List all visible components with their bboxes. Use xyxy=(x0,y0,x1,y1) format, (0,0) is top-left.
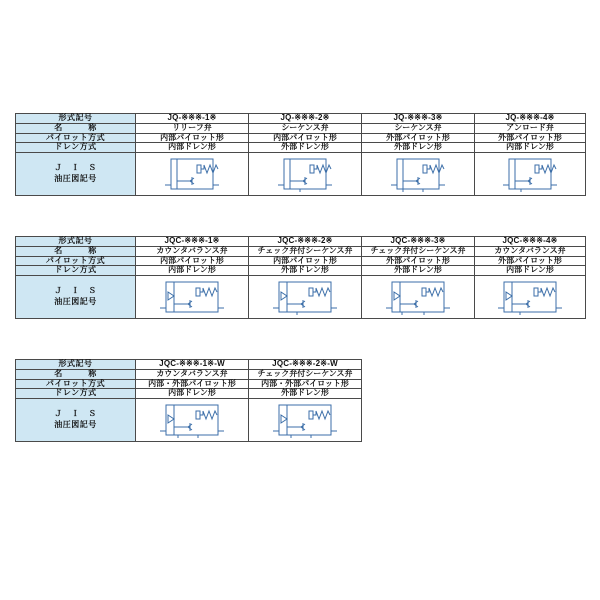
sequence-valve-with-check-ext-pilot-symbol xyxy=(362,278,474,316)
cell-drain-type: 外部ドレン形 xyxy=(362,266,475,276)
cell-name: チェック弁付シーケンス弁 xyxy=(249,246,362,256)
cell-pilot-type: 内部パイロット形 xyxy=(136,133,249,143)
cell-jis-symbol xyxy=(136,153,249,196)
cell-drain-type: 外部ドレン形 xyxy=(249,143,362,153)
sequence-valve-with-check-symbol xyxy=(249,278,361,316)
cell-name: チェック弁付シーケンス弁 xyxy=(362,246,475,256)
cell-jis-symbol xyxy=(475,153,586,196)
cell-model-code: JQ-※※※-2※ xyxy=(249,114,362,124)
cell-model-code: JQ-※※※-4※ xyxy=(475,114,586,124)
cell-model-code: JQC-※※※-4※ xyxy=(475,237,586,247)
row-header-model-code: 形式記号 xyxy=(16,360,136,370)
table-row xyxy=(16,143,586,153)
cell-jis-symbol xyxy=(136,276,249,319)
cell-model-code: JQC-※※※-3※ xyxy=(362,237,475,247)
sequence-valve-with-check-dual-pilot-symbol xyxy=(249,401,361,439)
row-header-jis-symbol-line2: 油圧図記号 xyxy=(54,297,97,307)
cell-name: カウンタバランス弁 xyxy=(136,369,249,379)
table-row xyxy=(16,399,362,442)
cell-drain-type: 内部ドレン形 xyxy=(136,389,249,399)
cell-drain-type: 内部ドレン形 xyxy=(475,266,586,276)
table-row xyxy=(16,153,586,196)
cell-jis-symbol xyxy=(475,276,586,319)
cell-jis-symbol xyxy=(362,276,475,319)
cell-name: シーケンス弁 xyxy=(249,123,362,133)
row-header-jis-symbol xyxy=(16,276,136,319)
cell-name: リリーフ弁 xyxy=(136,123,249,133)
cell-pilot-type: 内部パイロット形 xyxy=(136,256,249,266)
cell-jis-symbol xyxy=(249,399,362,442)
table-row xyxy=(16,369,362,379)
table-jq xyxy=(15,113,586,196)
cell-pilot-type: 内部・外部パイロット形 xyxy=(136,379,249,389)
table-jq-wrapper xyxy=(15,113,586,196)
cell-name: チェック弁付シーケンス弁 xyxy=(249,369,362,379)
cell-model-code: JQC-※※※-1※ xyxy=(136,237,249,247)
counterbalance-valve-ext-pilot-symbol xyxy=(475,278,585,316)
cell-drain-type: 内部ドレン形 xyxy=(136,143,249,153)
cell-pilot-type: 外部パイロット形 xyxy=(475,133,586,143)
table-jqc-wrapper xyxy=(15,236,586,319)
row-header-jis-symbol-line2: 油圧図記号 xyxy=(54,174,97,184)
row-header-name: 名 称 xyxy=(16,369,136,379)
row-header-name: 名 称 xyxy=(16,123,136,133)
cell-drain-type: 外部ドレン形 xyxy=(249,266,362,276)
row-header-pilot-type: パイロット方式 xyxy=(16,379,136,389)
table-jqc-w-wrapper xyxy=(15,359,362,442)
cell-drain-type: 内部ドレン形 xyxy=(136,266,249,276)
row-header-pilot-type: パイロット方式 xyxy=(16,133,136,143)
row-header-drain-type: ドレン方式 xyxy=(16,266,136,276)
row-header-jis-symbol-line1: Ｊ Ｉ Ｓ xyxy=(54,409,97,419)
table-row xyxy=(16,389,362,399)
table-row xyxy=(16,237,586,247)
table-row xyxy=(16,114,586,124)
cell-name: カウンタバランス弁 xyxy=(136,246,249,256)
cell-name: シーケンス弁 xyxy=(362,123,475,133)
relief-valve-symbol xyxy=(136,155,248,193)
cell-pilot-type: 外部パイロット形 xyxy=(362,256,475,266)
cell-model-code: JQC-※※※-2※-W xyxy=(249,360,362,370)
row-header-drain-type: ドレン方式 xyxy=(16,389,136,399)
row-header-pilot-type: パイロット方式 xyxy=(16,256,136,266)
cell-model-code: JQ-※※※-3※ xyxy=(362,114,475,124)
table-jqc xyxy=(15,236,586,319)
row-header-model-code: 形式記号 xyxy=(16,114,136,124)
cell-pilot-type: 内部パイロット形 xyxy=(249,133,362,143)
cell-pilot-type: 外部パイロット形 xyxy=(475,256,586,266)
cell-pilot-type: 内部・外部パイロット形 xyxy=(249,379,362,389)
counterbalance-valve-symbol xyxy=(136,278,248,316)
table-row xyxy=(16,266,586,276)
table-row xyxy=(16,360,362,370)
cell-name: カウンタバランス弁 xyxy=(475,246,586,256)
row-header-name: 名 称 xyxy=(16,246,136,256)
row-header-model-code: 形式記号 xyxy=(16,237,136,247)
cell-jis-symbol xyxy=(249,153,362,196)
cell-drain-type: 外部ドレン形 xyxy=(362,143,475,153)
table-row xyxy=(16,123,586,133)
unload-valve-symbol xyxy=(475,155,585,193)
table-row xyxy=(16,276,586,319)
cell-pilot-type: 内部パイロット形 xyxy=(249,256,362,266)
row-header-jis-symbol-line2: 油圧図記号 xyxy=(54,420,97,430)
sequence-valve-symbol xyxy=(249,155,361,193)
cell-name: アンロード弁 xyxy=(475,123,586,133)
row-header-jis-symbol-line1: Ｊ Ｉ Ｓ xyxy=(54,163,97,173)
cell-pilot-type: 外部パイロット形 xyxy=(362,133,475,143)
row-header-jis-symbol xyxy=(16,399,136,442)
cell-drain-type: 外部ドレン形 xyxy=(249,389,362,399)
row-header-jis-symbol-line1: Ｊ Ｉ Ｓ xyxy=(54,286,97,296)
row-header-jis-symbol xyxy=(16,153,136,196)
sequence-valve-ext-pilot-symbol xyxy=(362,155,474,193)
table-row xyxy=(16,246,586,256)
cell-model-code: JQ-※※※-1※ xyxy=(136,114,249,124)
cell-jis-symbol xyxy=(136,399,249,442)
table-jqc-w xyxy=(15,359,362,442)
cell-model-code: JQC-※※※-2※ xyxy=(249,237,362,247)
cell-model-code: JQC-※※※-1※-W xyxy=(136,360,249,370)
counterbalance-valve-dual-pilot-symbol xyxy=(136,401,248,439)
cell-jis-symbol xyxy=(362,153,475,196)
row-header-drain-type: ドレン方式 xyxy=(16,143,136,153)
cell-jis-symbol xyxy=(249,276,362,319)
cell-drain-type: 内部ドレン形 xyxy=(475,143,586,153)
